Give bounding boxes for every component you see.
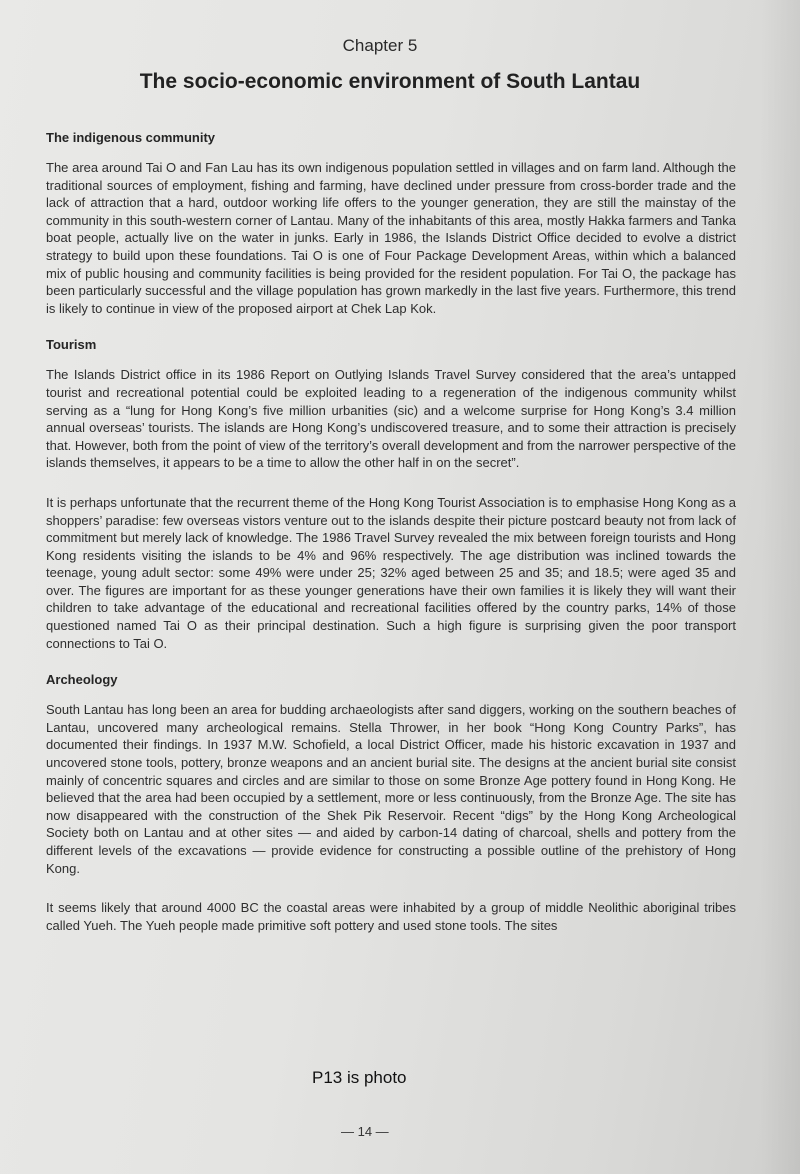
chapter-body bbox=[46, 130, 736, 956]
paragraph-indigenous-1: The area around Tai O and Fan Lau has its own indigenous population settled in villages and on farm land. Although the traditional sources of employment, fishing and farming, have declined under pressure from cross-border trade and the lack of attraction that a hard, outdoor working life offers to the younger generation, they are still the mainstay of the community in this south-western corner of Lantau. Many of the inhabitants of this area, mostly Hakka farmers and Tanka boat people, actually live on the water in junks. Early in 1986, the Islands District Office decided to evolve a district strategy to build upon these foundations. Tai O is one of Four Package Development Areas, within which a balanced mix of public housing and community facilities is being provided for the resident population. For Tai O, the package has been particularly successful and the village population has grown markedly in the last five years. Furthermore, this trend is likely to continue in view of the proposed airport at Chek Lap Kok. bbox=[46, 160, 736, 316]
paragraph-archeology-2: It seems likely that around 4000 BC the coastal areas were inhabited by a group of middle Neolithic aboriginal tribes called Yueh. The Yueh people made primitive soft pottery and used stone tools. The sites bbox=[46, 900, 736, 933]
section-heading-archeology: Archeology bbox=[46, 672, 118, 688]
page-number: — 14 — bbox=[341, 1124, 389, 1139]
photo-note: P13 is photo bbox=[312, 1068, 407, 1087]
chapter-title: The socio-economic environment of South Lantau bbox=[139, 70, 641, 93]
section-heading-tourism: Tourism bbox=[46, 337, 97, 353]
chapter-label: Chapter 5 bbox=[342, 36, 418, 55]
paragraph-tourism-2: It is perhaps unfortunate that the recurrent theme of the Hong Kong Tourist Association is to emphasise Hong Kong as a shoppers’ paradise: few overseas vistors venture out to the islands despite their picture postcard beauty not from lack of commitment but merely lack of knowledge. The 1986 Travel Survey revealed the mix between foreign tourists and Hong Kong residents visiting the islands to be 4% and 96% respectively. The age distribution was inclined towards the teenage, young adult sector: some 49% were under 25; 32% aged between 25 and 35; and 18.5; were aged 35 and over. The figures are important for as these younger generations have their own families it is likely they will want their children to take advantage of the educational and recreational facilities offered by the country parks, 14% of those questioned named Tai O as their principal destination. Such a high figure is surprising given the poor transport connections to Tai O. bbox=[46, 494, 736, 651]
section-heading-indigenous: The indigenous community bbox=[46, 130, 216, 145]
paragraph-archeology-1: South Lantau has long been an area for budding archaeologists after sand diggers, working on the southern beaches of Lantau, uncovered many archeological remains. Stella Thrower, in her book “Hong Kong Country Parks”, has documented their findings. In 1937 M.W. Schofield, a local District Officer, made his historic excavation in 1937 and uncovered stone tools, pottery, bronze weapons and an ancient burial site. The designs at the ancient burial site consist mainly of concentric squares and circles and are similar to those on some Bronze Age pottery found in Hong Kong. He believed that the area had been occupied by a settlement, more or less continuously, from the Bronze Age. The site has now disappeared with the construction of the Shek Pik Reservoir. Recent “digs” by the Hong Kong Archeological Society both on Lantau and at other sites — and aided by carbon-14 dating of charcoal, shells and pottery from the different levels of the excavations — provide evidence for constructing a possible outline of the prehistory of Hong Kong. bbox=[46, 702, 736, 876]
paragraph-tourism-1: The Islands District office in its 1986 Report on Outlying Islands Travel Survey considered that the area’s untapped tourist and recreational potential could be exploited leading to a regeneration of the indigenous community whilst serving as a “lung for Hong Kong’s five million urbanities (sic) and a welcome surprise for Hong Kong’s 3.4 million annual overseas’ tourists. The islands are Hong Kong’s undiscovered treasure, and to some their attraction is precisely that. However, both from the point of view of the territory’s overall development and from the narrower perspective of the islands themselves, it appears to be a time to allow the other half in on the secret”. bbox=[46, 367, 736, 471]
